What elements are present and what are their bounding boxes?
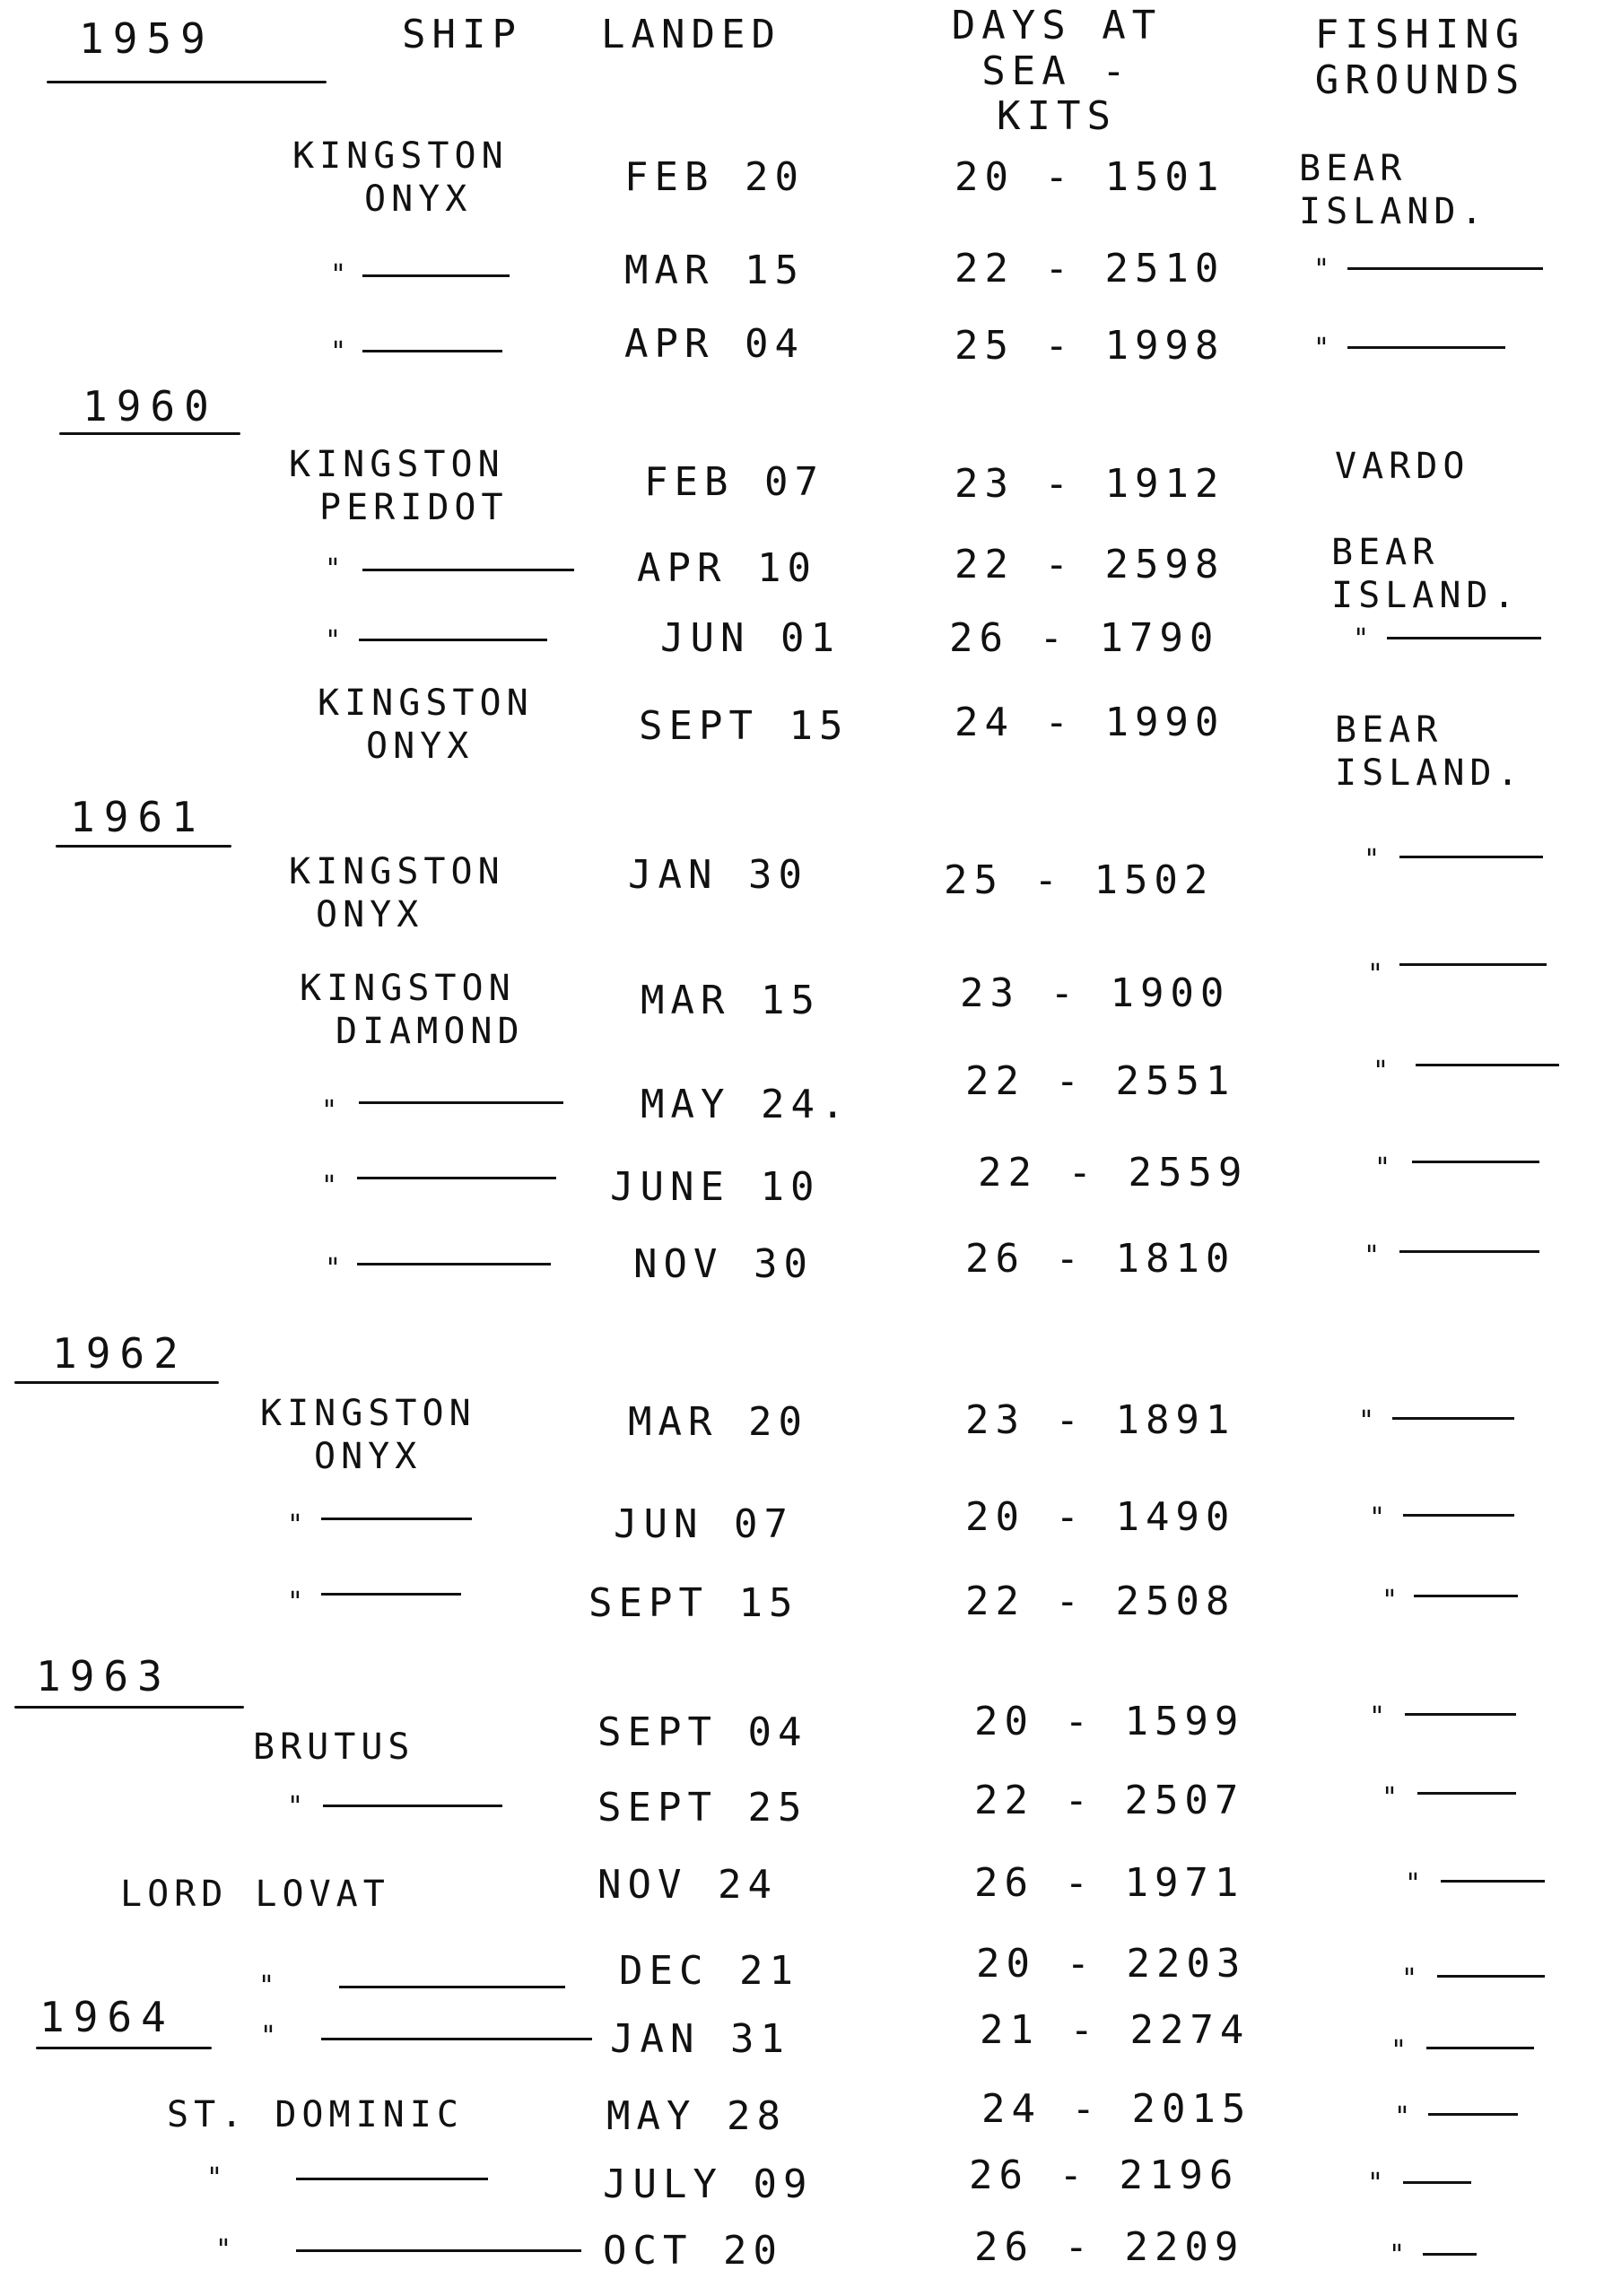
landed-date: JUN 07 — [614, 1501, 794, 1547]
ditto-line — [1399, 856, 1543, 858]
landed-date: MAR 15 — [624, 248, 805, 293]
ditto-mark: " — [330, 336, 347, 368]
days-kits: 26 - 1971 — [974, 1860, 1245, 1906]
ditto-line — [296, 2249, 581, 2252]
ditto-mark: " — [1358, 1405, 1375, 1437]
days-kits: 26 - 1790 — [949, 615, 1220, 661]
landed-date: APR 10 — [637, 545, 817, 591]
ditto-mark: " — [325, 1253, 342, 1284]
ditto-mark: " — [1390, 2035, 1408, 2066]
header-days-line1: DAYS AT — [951, 3, 1163, 48]
ditto-line — [1347, 346, 1505, 349]
days-kits: 21 - 2274 — [980, 2007, 1251, 2053]
landed-date: SEPT 15 — [588, 1580, 799, 1626]
ditto-mark: " — [1369, 1701, 1386, 1733]
ditto-mark: " — [325, 625, 342, 657]
landed-date: MAY 24. — [641, 1082, 851, 1127]
ditto-mark: " — [1401, 1963, 1418, 1995]
days-kits: 25 - 1502 — [944, 857, 1215, 903]
ditto-mark: " — [1394, 2101, 1411, 2133]
ditto-mark: " — [1367, 959, 1384, 990]
year-1960: 1960 — [83, 382, 218, 430]
ditto-line — [323, 1805, 502, 1807]
landed-date: FEB 20 — [624, 154, 805, 200]
ship-name: KINGSTON ONYX — [260, 1393, 476, 1477]
ditto-mark: " — [287, 1791, 304, 1822]
ship-name: KINGSTON DIAMOND — [300, 968, 525, 1052]
year-1964: 1964 — [39, 1993, 175, 2041]
ditto-line — [1405, 1713, 1516, 1716]
ditto-line — [1399, 963, 1547, 966]
landed-date: MAY 28 — [606, 2093, 787, 2139]
ditto-mark: " — [1405, 1868, 1422, 1900]
header-days-line3: KITS — [997, 93, 1117, 140]
landed-date: NOV 30 — [633, 1241, 814, 1287]
ditto-mark: " — [287, 1587, 304, 1618]
header-ship: SHIP — [402, 12, 522, 57]
ditto-line — [359, 1101, 563, 1104]
ditto-mark: " — [1353, 623, 1370, 655]
fishing-ground: BEAR ISLAND. — [1331, 532, 1521, 616]
ditto-line — [321, 1518, 472, 1520]
ditto-line — [1412, 1161, 1539, 1163]
ship-name: KINGSTON ONYX — [289, 851, 505, 935]
ditto-mark: " — [1364, 844, 1381, 875]
ditto-mark: " — [1369, 1502, 1386, 1534]
ditto-mark: " — [321, 1170, 338, 1202]
ditto-mark: " — [1374, 1152, 1391, 1184]
ditto-mark: " — [1382, 1585, 1399, 1616]
header-grounds-line1: FISHING — [1314, 12, 1526, 57]
landed-date: OCT 20 — [603, 2228, 783, 2274]
year-1962: 1962 — [52, 1329, 187, 1378]
fishing-ground: VARDO — [1335, 446, 1470, 487]
header-days-line2: SEA - — [981, 48, 1132, 94]
ditto-mark: " — [215, 2234, 232, 2266]
ship-name: BRUTUS — [253, 1726, 415, 1768]
header-fishing-grounds — [1272, 13, 1568, 103]
landed-date: JUN 01 — [660, 615, 841, 661]
ditto-line — [1414, 1595, 1518, 1597]
ditto-line — [321, 2038, 592, 2040]
year-underline — [14, 1706, 244, 1709]
ditto-mark: " — [1364, 1240, 1381, 1272]
landed-date: MAR 20 — [628, 1399, 808, 1445]
landed-date: SEPT 25 — [597, 1785, 808, 1831]
landed-date: JAN 30 — [628, 852, 808, 898]
ditto-line — [362, 274, 510, 277]
year-underline — [14, 1381, 219, 1384]
days-kits: 23 - 1912 — [955, 461, 1225, 507]
year-underline — [59, 432, 240, 435]
ditto-mark: " — [260, 2021, 277, 2052]
days-kits: 26 - 1810 — [965, 1236, 1236, 1282]
landed-date: APR 04 — [624, 321, 805, 367]
days-kits: 22 - 2507 — [974, 1778, 1245, 1823]
ditto-line — [1416, 1064, 1559, 1066]
days-kits: 22 - 2508 — [965, 1578, 1236, 1624]
landed-date: NOV 24 — [597, 1862, 778, 1908]
ditto-line — [1392, 1417, 1514, 1420]
days-kits: 20 - 2203 — [976, 1941, 1247, 1987]
ditto-line — [1399, 1250, 1539, 1253]
days-kits: 25 - 1998 — [955, 323, 1225, 369]
days-kits: 20 - 1501 — [955, 154, 1225, 200]
ditto-line — [1403, 2181, 1471, 2184]
landed-date: JUNE 10 — [610, 1164, 821, 1210]
landed-date: FEB 07 — [644, 459, 824, 505]
ditto-mark: " — [206, 2162, 223, 2194]
days-kits: 23 - 1900 — [960, 970, 1231, 1016]
ditto-line — [1387, 637, 1541, 639]
ditto-line — [1417, 1792, 1516, 1795]
ditto-line — [1347, 267, 1543, 270]
days-kits: 20 - 1599 — [974, 1699, 1245, 1744]
ship-name: KINGSTON PERIDOT — [289, 444, 509, 528]
days-kits: 26 - 2209 — [974, 2224, 1245, 2270]
days-kits: 24 - 2015 — [981, 2086, 1252, 2132]
days-kits: 26 - 2196 — [969, 2152, 1240, 2198]
ditto-mark: " — [330, 259, 347, 291]
ship-name: KINGSTON ONYX — [292, 135, 509, 220]
ditto-line — [1428, 2113, 1518, 2116]
header-grounds-line2: GROUNDS — [1314, 57, 1526, 103]
landed-date: JAN 31 — [610, 2016, 790, 2062]
ditto-line — [339, 1986, 565, 1988]
landed-date: SEPT 04 — [597, 1709, 808, 1755]
ditto-mark: " — [1367, 2168, 1384, 2199]
ditto-mark: " — [1313, 333, 1330, 364]
days-kits: 22 - 2559 — [978, 1150, 1249, 1196]
days-kits: 22 - 2551 — [965, 1058, 1236, 1104]
ditto-mark: " — [258, 1970, 275, 2002]
days-kits: 22 - 2598 — [955, 542, 1225, 587]
ditto-line — [1437, 1975, 1545, 1978]
ditto-line — [1423, 2253, 1477, 2256]
ditto-line — [359, 639, 547, 641]
landed-date: JULY 09 — [603, 2161, 814, 2207]
ditto-line — [357, 1263, 551, 1265]
year-underline — [47, 81, 327, 83]
fishing-ground: BEAR ISLAND. — [1299, 148, 1488, 232]
year-1963: 1963 — [36, 1652, 171, 1700]
ditto-mark: " — [1382, 1782, 1399, 1813]
ditto-line — [357, 1177, 556, 1179]
year-underline — [56, 845, 231, 848]
ditto-mark: " — [287, 1509, 304, 1541]
landed-date: SEPT 15 — [639, 703, 850, 749]
header-landed: LANDED — [601, 12, 781, 57]
ship-name: LORD LOVAT — [120, 1874, 390, 1915]
fishing-ground: BEAR ISLAND. — [1335, 709, 1524, 794]
landed-date: DEC 21 — [619, 1948, 799, 1994]
year-1961: 1961 — [70, 793, 205, 841]
ditto-mark: " — [325, 553, 342, 585]
days-kits: 22 - 2510 — [955, 246, 1225, 291]
ditto-line — [362, 350, 502, 352]
ship-name: ST. DOMINIC — [167, 2094, 464, 2135]
ditto-line — [1441, 1880, 1545, 1883]
ship-name: KINGSTON ONYX — [318, 683, 534, 767]
landed-date: MAR 15 — [641, 978, 821, 1023]
ditto-line — [362, 569, 574, 571]
year-underline — [36, 2047, 212, 2049]
ditto-mark: " — [1373, 1056, 1390, 1087]
days-kits: 23 - 1891 — [965, 1397, 1236, 1443]
year-1959: 1959 — [79, 14, 214, 63]
ditto-mark: " — [321, 1095, 338, 1126]
days-kits: 20 - 1490 — [965, 1494, 1236, 1540]
days-kits: 24 - 1990 — [955, 700, 1225, 745]
ditto-line — [296, 2178, 488, 2180]
ditto-line — [321, 1593, 461, 1596]
ditto-mark: " — [1313, 254, 1330, 285]
ditto-line — [1426, 2047, 1534, 2049]
header-days-at-sea-kits — [931, 4, 1182, 140]
ditto-mark: " — [1389, 2239, 1406, 2271]
ditto-line — [1403, 1514, 1514, 1517]
